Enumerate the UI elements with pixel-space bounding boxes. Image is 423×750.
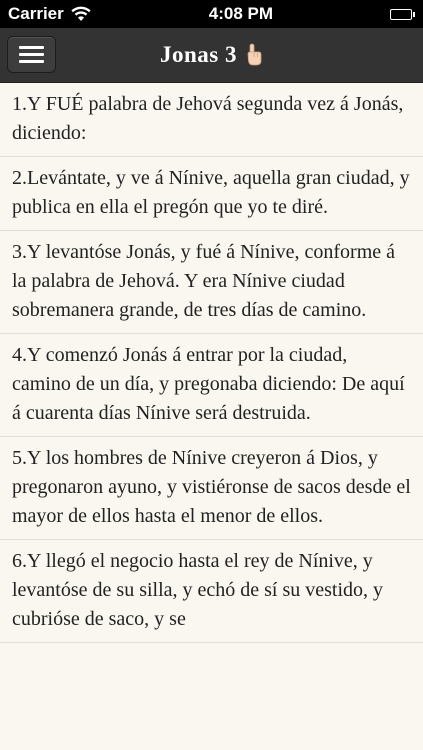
verse-item[interactable]: 5.Y los hombres de Nínive creyeron á Dios, y pregonaron ayuno, y vistiéronse de sacos desde el mayor de ellos hasta el menor de ellos.	[0, 437, 423, 540]
menu-button[interactable]	[7, 36, 56, 73]
status-right	[390, 9, 415, 20]
clock: 4:08 PM	[208, 4, 273, 23]
chapter-title-text: Jonas 3	[160, 42, 237, 67]
verse-item[interactable]: 3.Y levantóse Jonás, y fué á Nínive, conforme á la palabra de Jehová. Y era Nínive ciudad sobremanera grande, de tres días de camino.	[0, 231, 423, 334]
navigation-bar	[0, 28, 423, 83]
status-bar	[0, 0, 423, 28]
chapter-title[interactable]	[160, 42, 263, 68]
carrier-label: Carrier	[8, 4, 64, 23]
verse-item[interactable]: 6.Y llegó el negocio hasta el rey de Nínive, y levantóse de su silla, y echó de sí su vestido, y cubrióse de saco, y se	[0, 540, 423, 643]
verse-item[interactable]: 4.Y comenzó Jonás á entrar por la ciudad, camino de un día, y pregonaba diciendo: De aquí á cuarenta días Nínive será destruida.	[0, 334, 423, 437]
pointing-hand-icon	[245, 43, 263, 67]
hamburger-menu-icon	[19, 46, 44, 49]
status-left	[8, 4, 92, 24]
wifi-icon	[70, 6, 92, 22]
verse-item[interactable]: 1.Y FUÉ palabra de Jehová segunda vez á Jonás, diciendo:	[0, 83, 423, 157]
verse-item[interactable]: 2.Levántate, y ve á Nínive, aquella gran ciudad, y publica en ella el pregón que yo te diré.	[0, 157, 423, 231]
verse-list	[0, 83, 423, 643]
battery-icon	[390, 9, 415, 20]
